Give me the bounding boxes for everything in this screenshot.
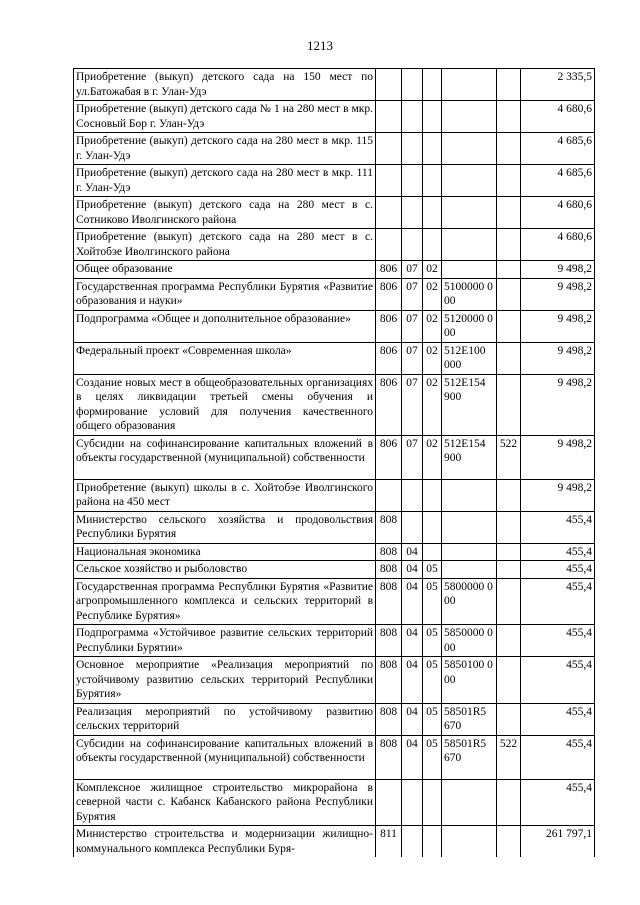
cell-sum: 455,4 (521, 543, 595, 561)
cell-min: 806 (376, 374, 402, 435)
cell-min: 808 (376, 735, 402, 779)
table-row (74, 261, 595, 279)
cell-min (376, 165, 402, 197)
cell-vr: 522 (497, 435, 521, 479)
cell-csr: 5850100 000 (442, 657, 497, 704)
cell-sec: 04 (402, 625, 423, 657)
cell-vr: 522 (497, 735, 521, 779)
cell-sum: 2 335,5 (521, 69, 595, 101)
cell-name: Реализация мероприятий по устойчивому развитию сельских территорий (74, 703, 376, 735)
cell-sec (402, 133, 423, 165)
cell-vr (497, 101, 521, 133)
cell-sec (402, 779, 423, 826)
cell-csr (442, 197, 497, 229)
table-row (74, 374, 595, 435)
cell-min (376, 229, 402, 261)
cell-sum: 4 685,6 (521, 133, 595, 165)
cell-name: Приобретение (выкуп) школы в с. Хойтобэе Иволгинского района на 450 мест (74, 479, 376, 511)
cell-name: Приобретение (выкуп) детского сада № 1 на 280 мест в мкр. Сосновый Бор г. Улан-Удэ (74, 101, 376, 133)
cell-min (376, 101, 402, 133)
cell-sub (423, 197, 442, 229)
cell-sub: 02 (423, 310, 442, 342)
cell-min (376, 69, 402, 101)
cell-name: Федеральный проект «Современная школа» (74, 342, 376, 374)
cell-min (376, 133, 402, 165)
cell-sec: 07 (402, 278, 423, 310)
table-row (74, 69, 595, 101)
cell-sec (402, 101, 423, 133)
cell-csr: 5120000 000 (442, 310, 497, 342)
table-row (74, 657, 595, 704)
cell-csr: 5100000 000 (442, 278, 497, 310)
cell-name: Подпрограмма «Общее и дополнительное образование» (74, 310, 376, 342)
cell-sum: 9 498,2 (521, 435, 595, 479)
cell-sub (423, 779, 442, 826)
cell-vr (497, 543, 521, 561)
cell-sec: 07 (402, 374, 423, 435)
cell-name: Приобретение (выкуп) детского сада на 280 мест в мкр. 115 г. Улан-Удэ (74, 133, 376, 165)
cell-csr (442, 261, 497, 279)
cell-vr (497, 229, 521, 261)
cell-name: Создание новых мест в общеобразовательных организациях в целях ликвидации третьей смены обучения и формирование условий для получения качественного общего образования (74, 374, 376, 435)
cell-vr (497, 479, 521, 511)
cell-sum: 4 680,6 (521, 229, 595, 261)
page-number: 1213 (307, 38, 333, 53)
cell-name: Приобретение (выкуп) детского сада на 280 мест в с. Сотниково Иволгинского района (74, 197, 376, 229)
cell-name: Общее образование (74, 261, 376, 279)
cell-sec (402, 197, 423, 229)
cell-sec: 04 (402, 735, 423, 779)
cell-csr (442, 165, 497, 197)
cell-sum: 4 680,6 (521, 101, 595, 133)
cell-csr (442, 229, 497, 261)
cell-csr (442, 826, 497, 858)
cell-name: Комплексное жилищное строительство микрорайона в северной части с. Кабанск Кабанского района Республики Бурятия (74, 779, 376, 826)
cell-sub: 02 (423, 261, 442, 279)
cell-sub: 02 (423, 278, 442, 310)
cell-sum: 9 498,2 (521, 374, 595, 435)
cell-min: 808 (376, 657, 402, 704)
cell-sum: 455,4 (521, 561, 595, 579)
table-row (74, 133, 595, 165)
cell-sub: 05 (423, 735, 442, 779)
cell-name: Министерство сельского хозяйства и продовольствия Республики Бурятия (74, 511, 376, 543)
cell-min: 808 (376, 578, 402, 625)
cell-min: 808 (376, 703, 402, 735)
cell-sec (402, 479, 423, 511)
cell-sub: 05 (423, 625, 442, 657)
cell-sub (423, 479, 442, 511)
cell-sub: 02 (423, 342, 442, 374)
cell-sub: 05 (423, 703, 442, 735)
table-row (74, 342, 595, 374)
cell-sub (423, 511, 442, 543)
table-row (74, 101, 595, 133)
cell-name: Министерство строительства и модернизации жилищно-коммунального комплекса Республики Буря- (74, 826, 376, 858)
cell-sec: 04 (402, 578, 423, 625)
cell-sum: 455,4 (521, 735, 595, 779)
cell-csr (442, 69, 497, 101)
cell-name: Субсидии на софинансирование капитальных вложений в объекты государственной (муниципальной) собственности (74, 735, 376, 779)
table-row (74, 435, 595, 479)
cell-sum: 4 685,6 (521, 165, 595, 197)
table-row (74, 479, 595, 511)
cell-sec (402, 511, 423, 543)
cell-sec: 07 (402, 310, 423, 342)
cell-sum: 455,4 (521, 779, 595, 826)
cell-sub (423, 69, 442, 101)
cell-sum: 9 498,2 (521, 278, 595, 310)
cell-name: Субсидии на софинансирование капитальных вложений в объекты государственной (муниципальной) собственности (74, 435, 376, 479)
cell-sub: 02 (423, 435, 442, 479)
table-row (74, 779, 595, 826)
cell-sub (423, 826, 442, 858)
cell-sec: 04 (402, 657, 423, 704)
table-row (74, 310, 595, 342)
cell-sum: 455,4 (521, 703, 595, 735)
cell-csr (442, 101, 497, 133)
table-row (74, 197, 595, 229)
cell-sum: 9 498,2 (521, 342, 595, 374)
cell-min: 808 (376, 543, 402, 561)
cell-sub: 02 (423, 374, 442, 435)
cell-vr (497, 374, 521, 435)
cell-min: 806 (376, 435, 402, 479)
cell-csr: 58501R5 670 (442, 735, 497, 779)
cell-sec (402, 165, 423, 197)
cell-vr (497, 165, 521, 197)
cell-vr (497, 342, 521, 374)
cell-name: Приобретение (выкуп) детского сада на 280 мест в с. Хойтобэе Иволгинского района (74, 229, 376, 261)
cell-vr (497, 625, 521, 657)
cell-vr (497, 826, 521, 858)
cell-csr: 5800000 000 (442, 578, 497, 625)
cell-csr (442, 779, 497, 826)
cell-sum: 261 797,1 (521, 826, 595, 858)
table-row (74, 511, 595, 543)
table-row (74, 278, 595, 310)
cell-min: 808 (376, 625, 402, 657)
cell-vr (497, 561, 521, 579)
cell-min: 806 (376, 278, 402, 310)
cell-csr (442, 479, 497, 511)
cell-sum: 455,4 (521, 511, 595, 543)
budget-table (73, 68, 595, 857)
cell-sec: 04 (402, 561, 423, 579)
cell-csr (442, 511, 497, 543)
cell-min (376, 779, 402, 826)
cell-sec: 07 (402, 435, 423, 479)
cell-min: 808 (376, 561, 402, 579)
cell-vr (497, 69, 521, 101)
cell-min: 806 (376, 261, 402, 279)
cell-csr: 512E154 900 (442, 435, 497, 479)
cell-csr: 512E100 000 (442, 342, 497, 374)
cell-sub (423, 101, 442, 133)
cell-sum: 4 680,6 (521, 197, 595, 229)
table-row (74, 578, 595, 625)
cell-vr (497, 657, 521, 704)
table-row (74, 735, 595, 779)
cell-vr (497, 511, 521, 543)
cell-min (376, 197, 402, 229)
table-row (74, 703, 595, 735)
cell-sec (402, 826, 423, 858)
cell-sec: 04 (402, 543, 423, 561)
cell-name: Государственная программа Республики Бурятия «Развитие образования и науки» (74, 278, 376, 310)
cell-name: Государственная программа Республики Бурятия «Развитие агропромышленного комплекса и сельских территорий в Республике Бурятия» (74, 578, 376, 625)
cell-sec: 07 (402, 261, 423, 279)
cell-sum: 455,4 (521, 657, 595, 704)
cell-sum: 455,4 (521, 578, 595, 625)
cell-csr: 58501R5 670 (442, 703, 497, 735)
cell-name: Приобретение (выкуп) детского сада на 150 мест по ул.Батожабая в г. Улан-Удэ (74, 69, 376, 101)
cell-vr (497, 779, 521, 826)
cell-csr: 512E154 900 (442, 374, 497, 435)
cell-csr: 5850000 000 (442, 625, 497, 657)
cell-sub: 05 (423, 657, 442, 704)
cell-csr (442, 133, 497, 165)
table-row (74, 561, 595, 579)
cell-vr (497, 703, 521, 735)
cell-min: 808 (376, 511, 402, 543)
cell-sum: 9 498,2 (521, 479, 595, 511)
cell-sum: 9 498,2 (521, 310, 595, 342)
cell-vr (497, 310, 521, 342)
cell-sub: 05 (423, 578, 442, 625)
cell-sub (423, 543, 442, 561)
cell-sub (423, 229, 442, 261)
cell-vr (497, 578, 521, 625)
table-row (74, 165, 595, 197)
cell-name: Основное мероприятие «Реализация мероприятий по устойчивому развитию сельских территорий Республики Бурятия» (74, 657, 376, 704)
cell-sub (423, 133, 442, 165)
cell-name: Подпрограмма «Устойчивое развитие сельских территорий Республики Бурятии» (74, 625, 376, 657)
cell-vr (497, 261, 521, 279)
cell-name: Национальная экономика (74, 543, 376, 561)
cell-sum: 9 498,2 (521, 261, 595, 279)
table-row (74, 229, 595, 261)
table-row (74, 625, 595, 657)
cell-sec (402, 69, 423, 101)
budget-table-body (74, 69, 595, 858)
cell-sec (402, 229, 423, 261)
table-row (74, 826, 595, 858)
cell-vr (497, 197, 521, 229)
cell-csr (442, 561, 497, 579)
cell-min: 806 (376, 342, 402, 374)
cell-sec: 04 (402, 703, 423, 735)
cell-name: Сельское хозяйство и рыболовство (74, 561, 376, 579)
cell-sec: 07 (402, 342, 423, 374)
cell-sub (423, 165, 442, 197)
cell-sum: 455,4 (521, 625, 595, 657)
cell-vr (497, 133, 521, 165)
cell-name: Приобретение (выкуп) детского сада на 280 мест в мкр. 111 г. Улан-Удэ (74, 165, 376, 197)
table-row (74, 543, 595, 561)
cell-min (376, 479, 402, 511)
cell-min: 806 (376, 310, 402, 342)
cell-csr (442, 543, 497, 561)
cell-sub: 05 (423, 561, 442, 579)
cell-min: 811 (376, 826, 402, 858)
cell-vr (497, 278, 521, 310)
